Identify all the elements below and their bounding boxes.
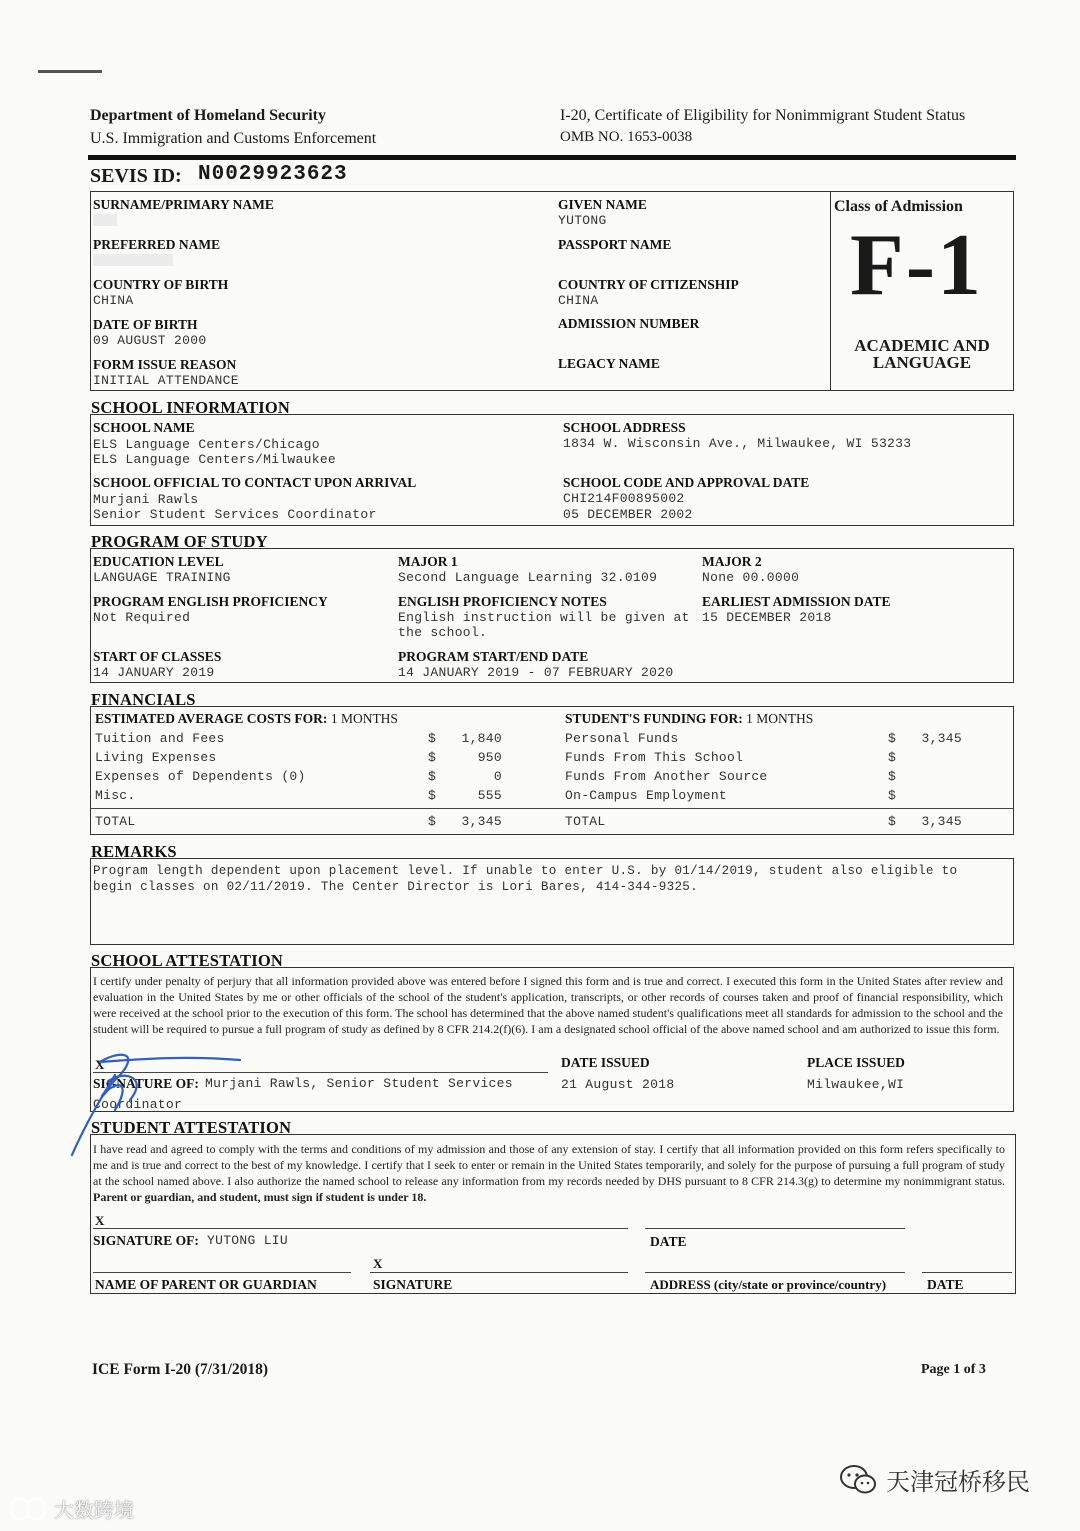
student-attestation-title: STUDENT ATTESTATION bbox=[91, 1118, 292, 1137]
dob-value: 09 AUGUST 2000 bbox=[93, 333, 207, 348]
watermark-left-icon bbox=[8, 1496, 48, 1522]
major2-value: None 00.0000 bbox=[702, 570, 800, 585]
form-id-footer: ICE Form I-20 (7/31/2018) bbox=[92, 1361, 269, 1378]
eng-notes-line2: the school. bbox=[398, 625, 488, 640]
watermark-right-text: 天津冠桥移民 bbox=[886, 1468, 1030, 1496]
eng-notes-label: ENGLISH PROFICIENCY NOTES bbox=[398, 594, 607, 609]
cost-amount: 0 bbox=[493, 769, 502, 784]
eng-prof-value: Not Required bbox=[93, 610, 191, 625]
parent-name-label: NAME OF PARENT OR GUARDIAN bbox=[95, 1277, 317, 1292]
school-sig-name-line1: Murjani Rawls, Senior Student Services bbox=[205, 1076, 513, 1091]
student-attestation-text bbox=[93, 1141, 1005, 1205]
cost-currency: $ bbox=[428, 769, 437, 784]
given-name-value: YUTONG bbox=[558, 213, 607, 228]
date-issued-label: DATE ISSUED bbox=[561, 1055, 650, 1070]
student-date-line bbox=[645, 1228, 905, 1229]
funding-label: STUDENT'S FUNDING FOR: bbox=[565, 711, 743, 726]
watermark-left-text: 大数跨境 bbox=[54, 1498, 134, 1522]
program-section-title: PROGRAM OF STUDY bbox=[91, 532, 268, 551]
agency-title: U.S. Immigration and Customs Enforcement bbox=[90, 130, 377, 147]
header-rule bbox=[88, 155, 1016, 160]
school-name-line2: ELS Language Centers/Milwaukee bbox=[93, 452, 337, 467]
given-name-label: GIVEN NAME bbox=[558, 197, 647, 212]
surname-label: SURNAME/PRIMARY NAME bbox=[93, 197, 274, 212]
school-official-label: SCHOOL OFFICIAL TO CONTACT UPON ARRIVAL bbox=[93, 475, 417, 490]
funding-amount: 3,345 bbox=[921, 731, 962, 746]
signature-stroke bbox=[100, 1058, 240, 1062]
parent-sig-x: X bbox=[373, 1256, 383, 1271]
school-official-title: Senior Student Services Coordinator bbox=[93, 507, 377, 522]
citizenship-label: COUNTRY OF CITIZENSHIP bbox=[558, 277, 739, 292]
funding-label-item: Funds From Another Source bbox=[565, 769, 768, 784]
issue-reason-value: INITIAL ATTENDANCE bbox=[93, 373, 239, 388]
cost-amount: 555 bbox=[477, 788, 502, 803]
program-dates-value: 14 JANUARY 2019 - 07 FEBRUARY 2020 bbox=[398, 665, 674, 680]
funding-currency: $ bbox=[888, 769, 897, 784]
preferred-name-label: PREFERRED NAME bbox=[93, 237, 221, 252]
citizenship-value: CHINA bbox=[558, 293, 599, 308]
dept-title: Department of Homeland Security bbox=[90, 107, 326, 124]
remarks-line2: begin classes on 02/11/2019. The Center Director is Lori Bares, 414-344-9325. bbox=[93, 880, 699, 894]
cost-label: Living Expenses bbox=[95, 750, 217, 765]
parent-date-line bbox=[922, 1272, 1012, 1273]
wechat-icon bbox=[838, 1463, 878, 1497]
class-admission-desc-1: ACADEMIC AND bbox=[854, 336, 990, 355]
student-attestation-body: I have read and agreed to comply with the terms and conditions of my admission and those of any extension of stay. I certify that all information provided on this form refers specifically to me and is true and correct to the best of my knowledge. I certify that I seek to enter or remain in the United States temporarily, and solely for the purpose of pursuing a full program of study at the school named above. I also authorize the named school to release any information from my records needed by DHS pursuant to 8 CFR 214.3(g) to determine my nonimmigrant status. bbox=[93, 1142, 1005, 1188]
class-admission-label: Class of Admission bbox=[834, 198, 963, 215]
funding-total-label: TOTAL bbox=[565, 814, 606, 829]
place-issued-label: PLACE ISSUED bbox=[807, 1055, 905, 1070]
school-approval-date: 05 DECEMBER 2002 bbox=[563, 507, 693, 522]
costs-header bbox=[95, 711, 398, 727]
funding-label-item: On-Campus Employment bbox=[565, 788, 728, 803]
cost-currency: $ bbox=[428, 750, 437, 765]
funding-currency: $ bbox=[888, 750, 897, 765]
parent-date-label: DATE bbox=[927, 1277, 964, 1292]
financials-section-title: FINANCIALS bbox=[91, 690, 196, 709]
birth-country-value: CHINA bbox=[93, 293, 134, 308]
parent-signature-label: SIGNATURE bbox=[373, 1277, 453, 1292]
page-number: Page 1 of 3 bbox=[921, 1362, 986, 1377]
school-name-line1: ELS Language Centers/Chicago bbox=[93, 437, 320, 452]
edu-level-value: LANGUAGE TRAINING bbox=[93, 570, 231, 585]
school-section-title: SCHOOL INFORMATION bbox=[91, 398, 291, 417]
student-date-label: DATE bbox=[650, 1234, 687, 1249]
surname-redacted bbox=[93, 214, 117, 226]
school-official-name: Murjani Rawls bbox=[93, 492, 199, 507]
costs-total-label: TOTAL bbox=[95, 814, 136, 829]
financials-total-rule bbox=[90, 808, 1014, 809]
start-classes-label: START OF CLASSES bbox=[93, 649, 222, 664]
school-sig-label: SIGNATURE OF: bbox=[93, 1076, 199, 1091]
eng-notes-line1: English instruction will be given at bbox=[398, 610, 690, 625]
form-title: I-20, Certificate of Eligibility for Nonimmigrant Student Status bbox=[560, 107, 966, 124]
preferred-name-redacted bbox=[93, 254, 173, 266]
funding-label-item: Personal Funds bbox=[565, 731, 679, 746]
costs-total-amount: 3,345 bbox=[461, 814, 502, 829]
school-sig-name-line2: Coordinator bbox=[93, 1097, 183, 1112]
cost-label: Expenses of Dependents (0) bbox=[95, 769, 306, 784]
school-attestation-title: SCHOOL ATTESTATION bbox=[91, 951, 284, 970]
remarks-line1: Program length dependent upon placement level. If unable to enter U.S. by 01/14/2019, student also eligible to bbox=[93, 864, 958, 878]
watermark-left bbox=[8, 1494, 134, 1523]
costs-label: ESTIMATED AVERAGE COSTS FOR: bbox=[95, 711, 328, 726]
school-code-value: CHI214F00895002 bbox=[563, 491, 685, 506]
issue-reason-label: FORM ISSUE REASON bbox=[93, 357, 237, 372]
cost-amount: 1,840 bbox=[461, 731, 502, 746]
school-code-label: SCHOOL CODE AND APPROVAL DATE bbox=[563, 475, 810, 490]
birth-country-label: COUNTRY OF BIRTH bbox=[93, 277, 229, 292]
dob-label: DATE OF BIRTH bbox=[93, 317, 198, 332]
earliest-admission-value: 15 DECEMBER 2018 bbox=[702, 610, 832, 625]
signature-stroke bbox=[100, 1055, 128, 1110]
omb-number: OMB NO. 1653-0038 bbox=[560, 129, 693, 145]
watermark-right bbox=[838, 1462, 1030, 1497]
cost-label: Tuition and Fees bbox=[95, 731, 225, 746]
school-name-label: SCHOOL NAME bbox=[93, 420, 195, 435]
admission-number-label: ADMISSION NUMBER bbox=[558, 316, 700, 331]
start-classes-value: 14 JANUARY 2019 bbox=[93, 665, 215, 680]
remarks-section-title: REMARKS bbox=[91, 842, 177, 861]
class-admission-value: F-1 bbox=[850, 217, 984, 314]
costs-total-currency: $ bbox=[428, 814, 437, 829]
major1-label: MAJOR 1 bbox=[398, 554, 458, 569]
school-address-label: SCHOOL ADDRESS bbox=[563, 420, 686, 435]
cost-currency: $ bbox=[428, 731, 437, 746]
edu-level-label: EDUCATION LEVEL bbox=[93, 554, 224, 569]
parent-name-line bbox=[93, 1272, 351, 1273]
student-attestation-bold: Parent or guardian, and student, must sign if student is under 18. bbox=[93, 1190, 427, 1204]
student-sig-line bbox=[93, 1228, 628, 1229]
parent-sig-line bbox=[370, 1272, 628, 1273]
place-issued-value: Milwaukee,WI bbox=[807, 1077, 905, 1092]
funding-total-amount: 3,345 bbox=[921, 814, 962, 829]
cost-amount: 950 bbox=[477, 750, 502, 765]
earliest-admission-label: EARLIEST ADMISSION DATE bbox=[702, 594, 891, 609]
program-dates-label: PROGRAM START/END DATE bbox=[398, 649, 589, 664]
school-attestation-text: I certify under penalty of perjury that all information provided above was entered before I signed this form and is true and correct. I executed this form in the United States after review and evaluation in the United States by me or other officials of the school of the student's application, transcripts, or other records of courses taken and proof of financial responsibility, which were received at the school prior to the execution of this form. The school has determined that the above named student's qualifications meet all standards for admission to the school and the student will be required to pursue a full program of study as defined by 8 CFR 214.2(f)(6). I am a designated school official of the above named school and am authorized to issue this form. bbox=[93, 974, 1003, 1036]
cost-label: Misc. bbox=[95, 788, 136, 803]
major1-value: Second Language Learning 32.0109 bbox=[398, 570, 658, 585]
date-issued-value: 21 August 2018 bbox=[561, 1077, 675, 1092]
funding-total-currency: $ bbox=[888, 814, 897, 829]
passport-name-label: PASSPORT NAME bbox=[558, 237, 672, 252]
costs-period: 1 MONTHS bbox=[330, 711, 398, 726]
school-sig-x: X bbox=[95, 1057, 105, 1072]
legacy-name-label: LEGACY NAME bbox=[558, 356, 660, 371]
funding-period: 1 MONTHS bbox=[746, 711, 814, 726]
cost-currency: $ bbox=[428, 788, 437, 803]
eng-prof-label: PROGRAM ENGLISH PROFICIENCY bbox=[93, 594, 328, 609]
funding-currency: $ bbox=[888, 731, 897, 746]
funding-label-item: Funds From This School bbox=[565, 750, 744, 765]
student-sig-name: YUTONG LIU bbox=[207, 1233, 289, 1248]
sevis-label: SEVIS ID: bbox=[90, 165, 182, 187]
funding-header bbox=[565, 711, 813, 727]
school-address-value: 1834 W. Wisconsin Ave., Milwaukee, WI 53233 bbox=[563, 436, 912, 451]
funding-currency: $ bbox=[888, 788, 897, 803]
parent-address-label: ADDRESS (city/state or province/country) bbox=[650, 1277, 887, 1292]
major2-label: MAJOR 2 bbox=[702, 554, 762, 569]
parent-address-line bbox=[645, 1272, 905, 1273]
scan-mark bbox=[38, 70, 102, 73]
student-sig-x: X bbox=[95, 1213, 105, 1228]
sevis-id: N0029923623 bbox=[198, 163, 348, 186]
class-admission-desc-2: LANGUAGE bbox=[872, 353, 972, 372]
student-sig-label: SIGNATURE OF: bbox=[93, 1233, 199, 1248]
